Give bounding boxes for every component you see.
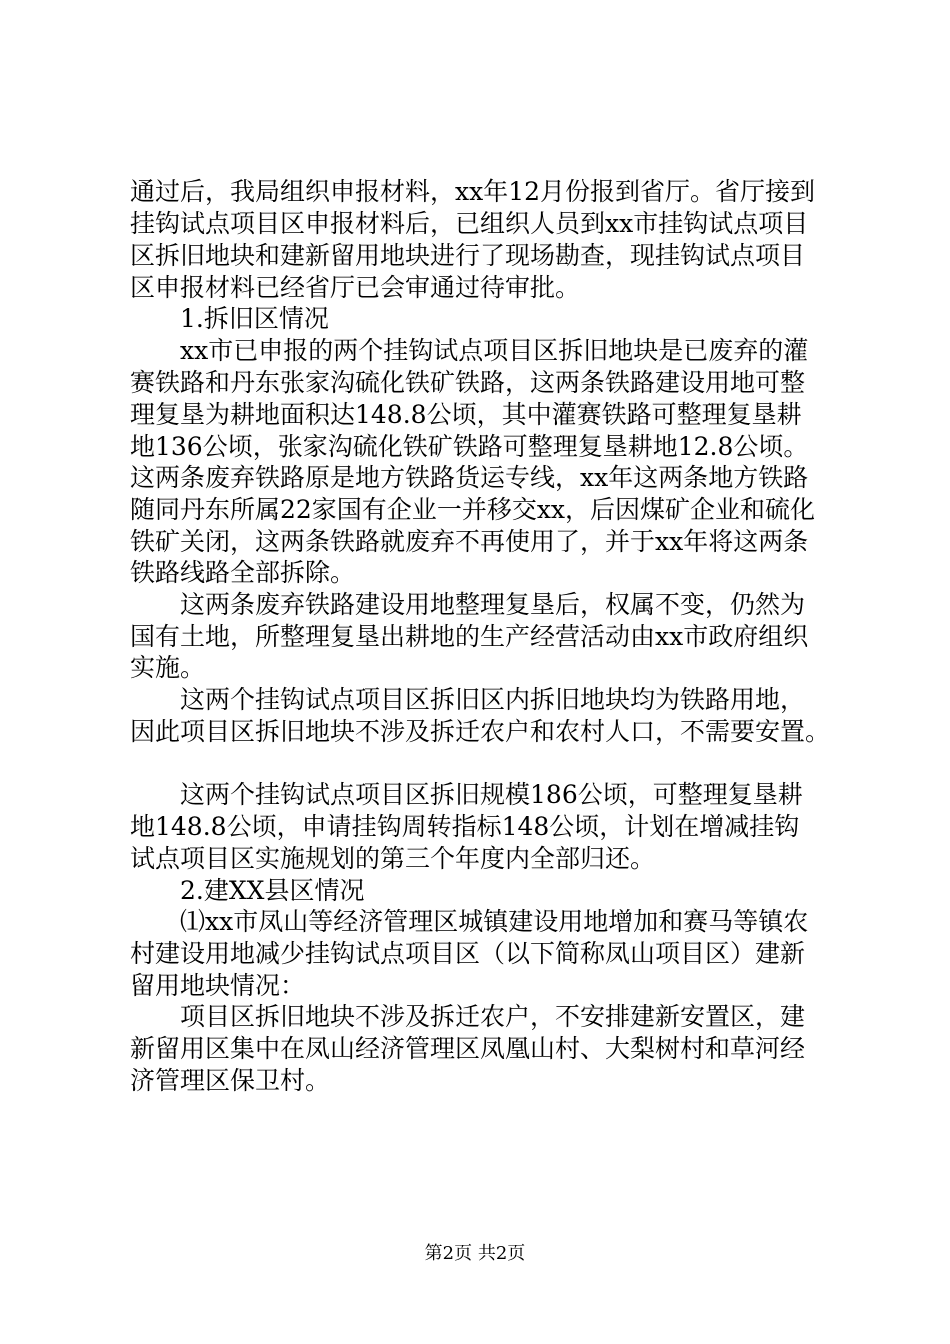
text-line: 铁路线路全部拆除。 — [130, 558, 356, 587]
text-line: xx市已申报的两个挂钩试点项目区拆旧地块是已废弃的灌 — [180, 336, 809, 365]
text-line: 试点项目区实施规划的第三个年度内全部归还。 — [130, 844, 656, 873]
text-line: 这两个挂钩试点项目区拆旧区内拆旧地块均为铁路用地， — [180, 685, 806, 714]
text-line: 理复垦为耕地面积达148.8公顷，其中灌赛铁路可整理复垦耕 — [130, 400, 802, 429]
text-line: 村建设用地减少挂钩试点项目区（以下简称凤山项目区）建新 — [130, 939, 806, 968]
text-line: 随同丹东所属22家国有企业一并移交xx，后因煤矿企业和硫化 — [130, 495, 816, 524]
text-line: 地148.8公顷，申请挂钩周转指标148公顷，计划在增减挂钩 — [130, 812, 800, 841]
text-line: 区拆旧地块和建新留用地块进行了现场勘查，现挂钩试点项目 — [130, 241, 806, 270]
text-line: 实施。 — [130, 653, 206, 682]
section-heading: 1.拆旧区情况 — [180, 304, 329, 333]
text-line: 国有土地，所整理复垦出耕地的生产经营活动由xx市政府组织 — [130, 622, 809, 651]
text-line: 因此项目区拆旧地块不涉及拆迁农户和农村人口，不需要安置。 — [130, 717, 831, 746]
text-line: 挂钩试点项目区申报材料后，已组织人员到xx市挂钩试点项目 — [130, 209, 809, 238]
page-number: 第2页 共2页 — [424, 1243, 526, 1264]
text-line: 项目区拆旧地块不涉及拆迁农户，不安排建新安置区，建 — [180, 1002, 806, 1031]
text-line: 区申报材料已经省厅已会审通过待审批。 — [130, 273, 581, 302]
text-line: 地136公顷，张家沟硫化铁矿铁路可整理复垦耕地12.8公顷。 — [130, 432, 809, 461]
text-line: 铁矿关闭，这两条铁路就废弃不再使用了，并于xx年将这两条 — [130, 527, 809, 556]
text-line: 通过后，我局组织申报材料，xx年12月份报到省厅。省厅接到 — [130, 177, 816, 206]
text-line: ⑴xx市凤山等经济管理区城镇建设用地增加和赛马等镇农 — [180, 907, 809, 936]
text-line: 这两条废弃铁路原是地方铁路货运专线，xx年这两条地方铁路 — [130, 463, 809, 492]
section-heading: 2.建XX县区情况 — [180, 876, 365, 905]
text-line: 赛铁路和丹东张家沟硫化铁矿铁路，这两条铁路建设用地可整 — [130, 368, 806, 397]
text-line: 新留用区集中在凤山经济管理区凤凰山村、大梨树村和草河经 — [130, 1034, 806, 1063]
text-line: 济管理区保卫村。 — [130, 1066, 331, 1095]
text-line: 留用地块情况： — [130, 971, 306, 1000]
text-line: 这两个挂钩试点项目区拆旧规模186公顷，可整理复垦耕 — [180, 780, 803, 809]
text-line: 这两条废弃铁路建设用地整理复垦后，权属不变，仍然为 — [180, 590, 806, 619]
